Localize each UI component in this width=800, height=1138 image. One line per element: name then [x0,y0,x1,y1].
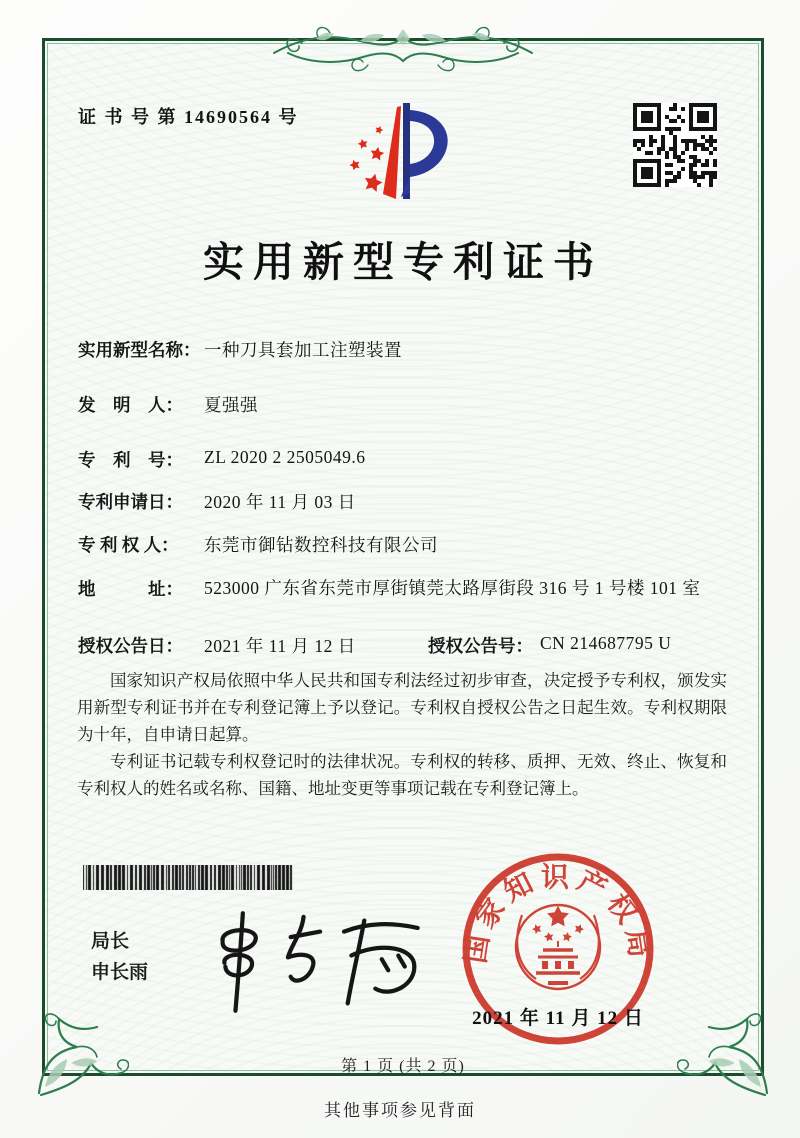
seal-text: 国家知识产权局 [460,862,656,966]
page-number: 第 1 页 (共 2 页) [341,1058,465,1075]
field-value: 523000 广东省东莞市厚街镇莞太路厚街段 316 号 1 号楼 101 室 [204,578,701,598]
legal-paragraph-2: 专利证书记载专利权登记时的法律状况。专利权的转移、质押、无效、终止、恢复和专利权人的姓名或名称、国籍、地址变更等事项记载在专利登记簿上。 [77,752,727,798]
top-ornament-icon [268,19,538,87]
field-value: 2021 年 11 月 12 日 [204,636,356,656]
certificate-number: 证 书 号 第 14690564 号 [78,107,299,127]
field-row-inventor [78,392,725,417]
cnipa-logo-icon [333,101,473,203]
field-row-utility-model-name [78,337,725,362]
field-value: CN 214687795 U [540,633,672,653]
barcode [83,865,293,890]
field-label: 授权公告号： [428,636,533,656]
field-row-address [78,576,725,601]
field-row-grant [78,633,725,658]
director-signature-icon [195,899,425,1024]
legal-text [77,667,727,802]
certificate-frame [42,38,764,1076]
field-value: 东莞市御钻数控科技有限公司 [204,535,438,555]
officer-title: 局长 [91,931,130,952]
field-value: 2020 年 11 月 03 日 [204,492,356,512]
field-value: ZL 2020 2 2505049.6 [204,447,366,467]
national-emblem-icon [516,905,600,989]
field-value: 一种刀具套加工注塑装置 [204,340,402,360]
legal-paragraph-1: 国家知识产权局依照中华人民共和国专利法经过初步审查，决定授予专利权，颁发实用新型专利证书并在专利登记簿上予以登记。专利权自授权公告之日起生效。专利权期限为十年，自申请日起算。 [77,671,727,744]
field-label: 专 利 号： [78,450,183,470]
field-value: 夏强强 [204,395,258,415]
qr-code [633,103,717,187]
field-pair-grant-number [428,633,671,658]
corner-ornament-icon [31,1003,129,1099]
back-note: 其他事项参见背面 [324,1101,476,1120]
seal-date: 2021 年 11 月 12 日 [472,1008,644,1029]
field-row-patent-number [78,447,725,472]
field-label: 实用新型名称： [78,340,201,360]
field-label: 专利申请日： [78,492,183,512]
field-label: 专 利 权 人： [78,535,179,555]
field-label: 地 址： [78,579,183,599]
officer-block [91,926,148,988]
field-label: 授权公告日： [78,636,183,656]
certificate-title: 实用新型专利证书 [203,239,603,285]
field-row-patentee [78,532,725,557]
field-label: 发 明 人： [78,395,183,415]
officer-name: 申长雨 [91,962,149,983]
field-row-filing-date [78,489,725,514]
corner-ornament-icon [677,1003,775,1099]
